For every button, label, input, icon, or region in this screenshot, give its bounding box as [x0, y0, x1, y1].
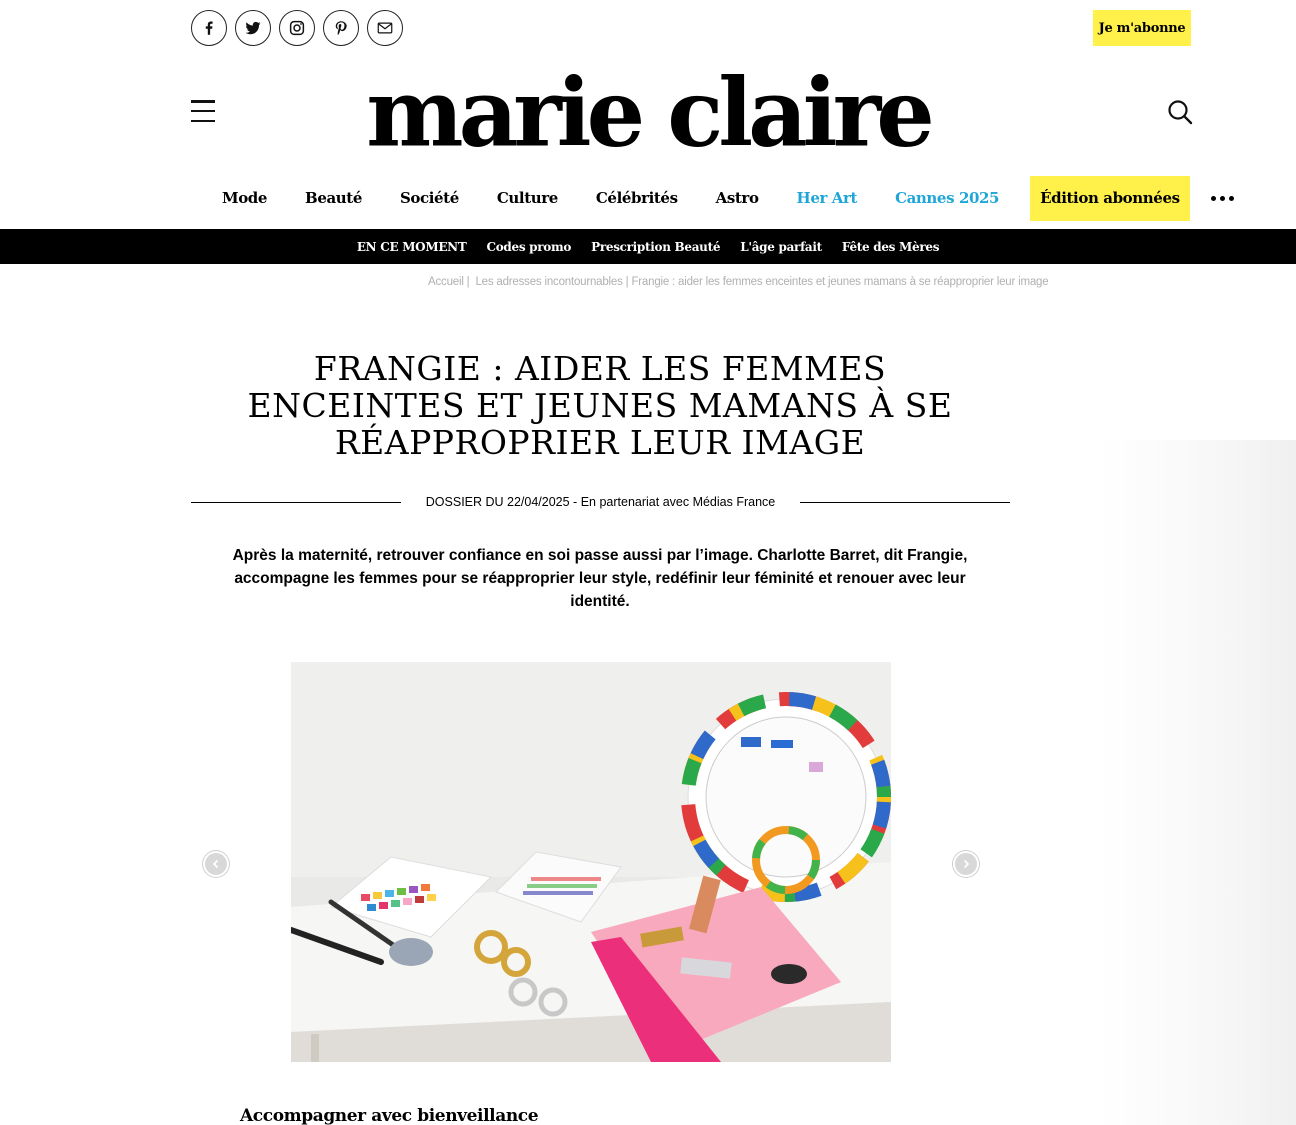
nav-item-culture[interactable]: Culture [496, 189, 558, 207]
meta-divider-left [191, 502, 401, 503]
trending-item-fete-des-meres[interactable]: Fête des Mères [841, 239, 940, 254]
nav-item-edition-abonnees[interactable]: Édition abonnées [1030, 176, 1190, 221]
article-title: FRANGIE : AIDER LES FEMMES ENCEINTES ET JEUNES MAMANS À SE RÉAPPROPRIER LEUR IMAGE [247, 349, 953, 462]
carousel-prev-button[interactable] [203, 851, 229, 877]
instagram-icon[interactable] [279, 10, 315, 46]
site-logo[interactable]: marie claire [366, 57, 930, 169]
article-lead: Après la maternité, retrouver confiance en soi passe aussi par l’image. Charlotte Barret, dit Frangie, accompagne les femmes pour se réapproprier leur style, redéfinir leur féminité et renouer avec leur identité. [232, 547, 968, 610]
more-icon[interactable] [1211, 176, 1234, 221]
pinterest-icon[interactable] [323, 10, 359, 46]
breadcrumb-current: Frangie : aider les femmes enceintes et jeunes mamans à se réapproprier leur image [631, 276, 1049, 288]
meta-divider-right [800, 502, 1010, 503]
trending-item-age-parfait[interactable]: L'âge parfait [740, 239, 822, 254]
nav-item-cannes-2025[interactable]: Cannes 2025 [895, 189, 1000, 207]
breadcrumb-section[interactable]: Les adresses incontournables [475, 276, 623, 288]
breadcrumb-home[interactable]: Accueil | [428, 276, 470, 288]
carousel-next-button[interactable] [953, 851, 979, 877]
article-date-partner: DOSSIER DU 22/04/2025 - En partenariat avec Médias France [425, 495, 776, 509]
search-icon[interactable] [1166, 98, 1194, 126]
social-links [191, 10, 403, 46]
nav-item-societe[interactable]: Société [399, 189, 459, 207]
facebook-icon[interactable] [191, 10, 227, 46]
nav-item-mode[interactable]: Mode [222, 189, 268, 207]
nav-item-her-art[interactable]: Her Art [796, 189, 858, 207]
chevron-right-icon [961, 859, 971, 869]
subscribe-button[interactable]: Je m'abonne [1093, 10, 1191, 46]
nav-item-astro[interactable]: Astro [715, 189, 759, 207]
twitter-icon[interactable] [235, 10, 271, 46]
article-meta [191, 494, 1010, 510]
product-photo [291, 662, 891, 1062]
trending-bar [0, 229, 1296, 264]
carousel-image[interactable] [291, 662, 891, 1062]
article-subheading: Accompagner avec bienveillance [240, 1106, 539, 1125]
trending-item-codes-promo[interactable]: Codes promo [486, 239, 572, 254]
trending-label: EN CE MOMENT [356, 239, 467, 254]
main-nav [203, 176, 1234, 221]
background-decor [1100, 440, 1296, 1125]
breadcrumb [428, 276, 1048, 288]
nav-item-beaute[interactable]: Beauté [305, 189, 362, 207]
nav-item-celebrites[interactable]: Célébrités [595, 189, 678, 207]
trending-item-prescription-beaute[interactable]: Prescription Beauté [591, 239, 721, 254]
mail-icon[interactable] [367, 10, 403, 46]
chevron-left-icon [211, 859, 221, 869]
breadcrumb-separator: | [625, 276, 629, 288]
